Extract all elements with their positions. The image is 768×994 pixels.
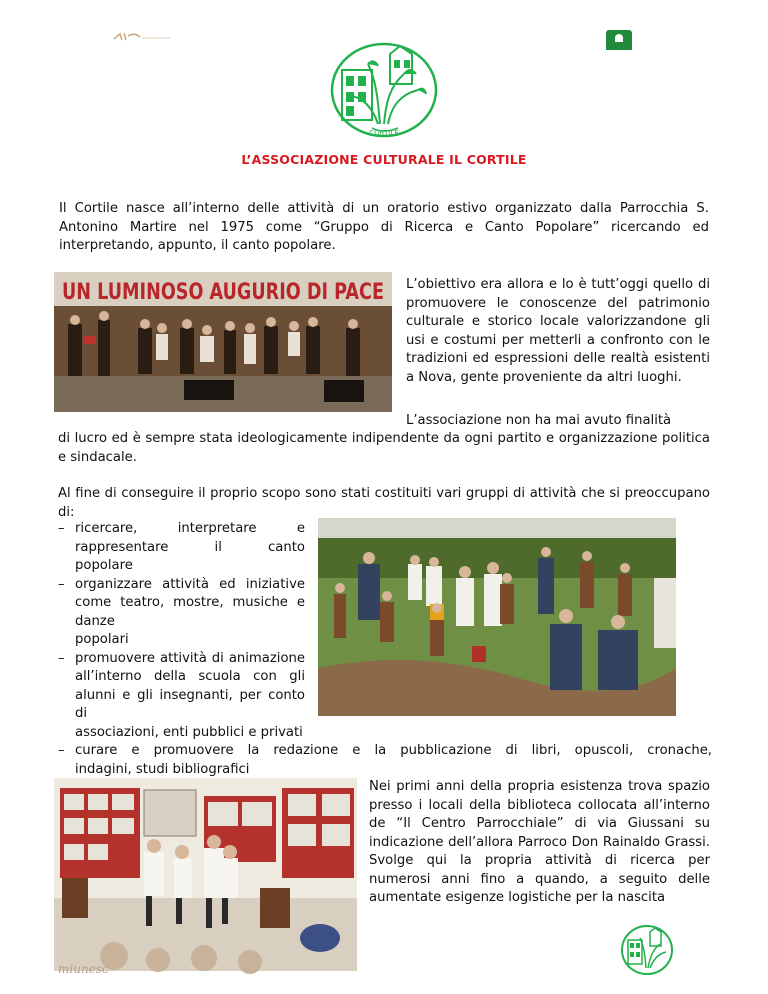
list-dash: – bbox=[58, 576, 65, 592]
activities-intro: Al fine di conseguire il proprio scopo sono stati costituiti vari gruppi di attività che si preoccupano di: bbox=[58, 486, 710, 520]
list-item-text: promuovere attività di animazione all’interno della scuola con gli alunni e gli insegnanti, per conto di bbox=[75, 650, 305, 721]
logo-text: CORTILE bbox=[369, 129, 399, 137]
corner-ornament-icon bbox=[112, 30, 172, 42]
list-item-text-end: associazioni, enti pubblici e privati bbox=[75, 724, 303, 740]
list-dash: – bbox=[58, 521, 65, 536]
history-paragraph: Nei primi anni della propria esistenza trova spazio presso i locali della biblioteca collocata all’interno de “Il Centro Parrocchiale” di via Giussani su indicazione dell’allora Parroco Don Rainaldo Grassi. Svolge qui la propria attività di ricerca per numerosi anni fino a quando, a seguito delle aumentate esigenze logistiche per la nascita bbox=[369, 779, 710, 905]
il-cortile-small-logo bbox=[620, 924, 674, 976]
list-dash: – bbox=[58, 743, 65, 758]
nonprofit-paragraph: di lucro ed è sempre stata ideologicamente indipendente da ogni partito e organizzazione politica e sindacale. bbox=[58, 431, 710, 465]
objective-paragraph: L’obiettivo era allora e lo è tutt’oggi quello di promuovere le conoscenze del patrimonio culturale e storico locale valorizzandone gli usi e costumi per metterli a confronto con le tradizioni ed espressioni delle realtà esistenti a Nova, gente proveniente da altri luoghi. bbox=[406, 277, 710, 385]
page-title: L’ASSOCIAZIONE CULTURALE IL CORTILE bbox=[241, 152, 527, 167]
list-dash: – bbox=[58, 650, 65, 666]
banner-text: UN LUMINOSO AUGURIO DI PACE bbox=[62, 280, 384, 305]
list-item-text-end: indagini, studi bibliografici bbox=[75, 761, 250, 777]
list-item-text-end: popolare bbox=[75, 558, 133, 573]
exhibition-photo bbox=[54, 778, 357, 971]
list-item-text-end: popolari bbox=[75, 632, 129, 647]
list-item-text: ricercare, interpretare e rappresentare il canto bbox=[75, 521, 305, 555]
corner-tab-icon bbox=[606, 30, 632, 50]
intro-paragraph: Il Cortile nasce all’interno delle attività di un oratorio estivo organizzato dalla Parrocchia S. Antonino Martire nel 1975 come “Gruppo di Ricerca e Canto Popolare” ricercando ed interpretando, appunto, il canto popolare. bbox=[59, 201, 709, 253]
list-item-text: curare e promuovere la redazione e la pubblicazione di libri, opuscoli, cronache, bbox=[75, 743, 712, 758]
list-item-text: organizzare attività ed iniziative come teatro, mostre, musiche e danze bbox=[75, 576, 305, 629]
il-cortile-logo bbox=[328, 40, 440, 140]
outdoor-group-photo bbox=[318, 518, 676, 716]
stage-performance-photo bbox=[54, 272, 392, 412]
nonprofit-paragraph-first-line: L’associazione non ha mai avuto finalità bbox=[406, 413, 672, 428]
footer-watermark: miunesc bbox=[58, 962, 109, 976]
